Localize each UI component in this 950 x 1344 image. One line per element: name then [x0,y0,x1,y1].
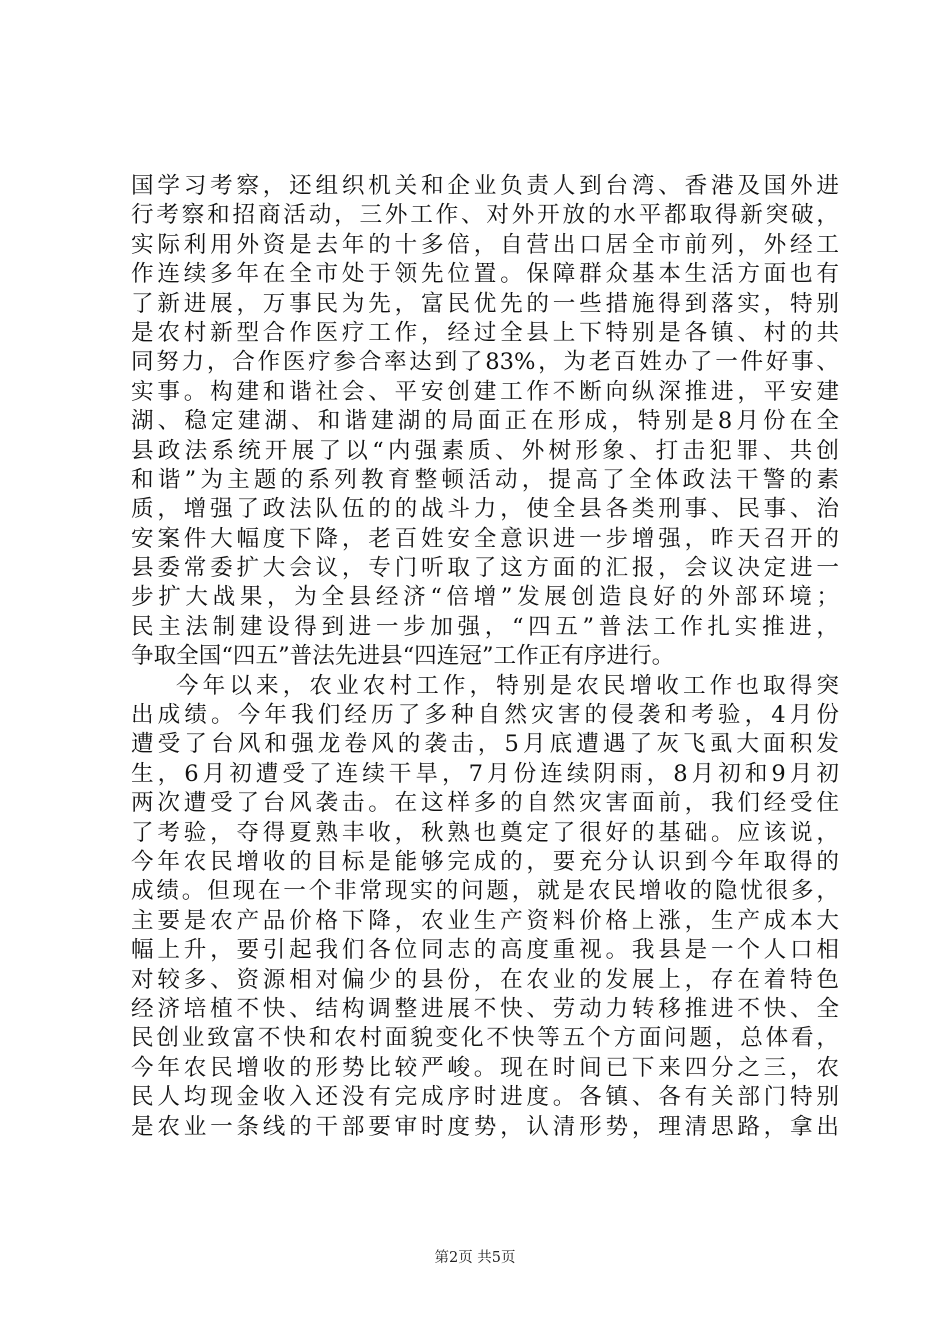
paragraph [131,672,839,1142]
text-line: 步扩大战果，为全县经济“倍增”发展创造良好的外部环境； [131,584,839,611]
text-line: 幅上升，要引起我们各位同志的高度重视。我县是一个人口相 [131,937,839,964]
text-line: 行考察和招商活动，三外工作、对外开放的水平都取得新突破， [131,202,839,229]
text-line: 出成绩。今年我们经历了多种自然灾害的侵袭和考验，4月份 [131,702,839,729]
document-body [131,172,839,1142]
text-line: 湖、稳定建湖、和谐建湖的局面正在形成，特别是8月份在全 [131,408,839,435]
text-line: 实际利用外资是去年的十多倍，自营出口居全市前列，外经工 [131,231,839,258]
text-line: 民创业致富不快和农村面貌变化不快等五个方面问题，总体看， [131,1025,839,1052]
text-line: 今年农民增收的形势比较严峻。现在时间已下来四分之三，农 [131,1054,839,1081]
text-line: 今年以来，农业农村工作，特别是农民增收工作也取得突 [176,672,839,699]
text-line: 和谐”为主题的系列教育整顿活动，提高了全体政法干警的素 [131,466,839,493]
text-line: 县委常委扩大会议，专门听取了这方面的汇报，会议决定进一 [131,555,839,582]
text-line: 质，增强了政法队伍的的战斗力，使全县各类刑事、民事、治 [131,496,839,523]
text-line: 经济培植不快、结构调整进展不快、劳动力转移推进不快、全 [131,995,839,1022]
text-line: 安案件大幅度下降，老百姓安全意识进一步增强，昨天召开的 [131,525,839,552]
text-line: 争取全国“四五”普法先进县“四连冠”工作正有序进行。 [131,643,675,670]
text-line: 生，6月初遭受了连续干旱，7月份连续阴雨，8月初和9月初 [131,760,839,787]
page-footer: 第2页 共5页 [434,1250,516,1266]
text-line: 民人均现金收入还没有完成序时进度。各镇、各有关部门特别 [131,1084,839,1111]
text-line: 今年农民增收的目标是能够完成的，要充分认识到今年取得的 [131,848,839,875]
text-line: 了新进展，万事民为先，富民优先的一些措施得到落实，特别 [131,290,839,317]
text-line: 主要是农产品价格下降，农业生产资料价格上涨，生产成本大 [131,907,839,934]
text-line: 县政法系统开展了以“内强素质、外树形象、打击犯罪、共创 [131,437,839,464]
text-line: 两次遭受了台风袭击。在这样多的自然灾害面前，我们经受住 [131,790,839,817]
text-line: 作连续多年在全市处于领先位置。保障群众基本生活方面也有 [131,261,839,288]
text-line: 国学习考察，还组织机关和企业负责人到台湾、香港及国外进 [131,173,839,199]
text-line: 实事。构建和谐社会、平安创建工作不断向纵深推进，平安建 [131,378,839,405]
paragraph [131,172,839,672]
text-line: 遭受了台风和强龙卷风的袭击，5月底遭遇了灰飞虱大面积发 [131,731,839,758]
text-line: 民主法制建设得到进一步加强，“四五”普法工作扎实推进， [131,613,839,640]
text-line: 同努力，合作医疗参合率达到了83%，为老百姓办了一件好事、 [131,349,839,376]
text-line: 了考验，夺得夏熟丰收，秋熟也奠定了很好的基础。应该说， [131,819,839,846]
text-line: 成绩。但现在一个非常现实的问题，就是农民增收的隐忧很多， [131,878,839,905]
text-line: 对较多、资源相对偏少的县份，在农业的发展上，存在着特色 [131,966,839,993]
text-line: 是农业一条线的干部要审时度势，认清形势，理清思路，拿出 [131,1113,839,1140]
text-line: 是农村新型合作医疗工作，经过全县上下特别是各镇、村的共 [131,319,839,346]
